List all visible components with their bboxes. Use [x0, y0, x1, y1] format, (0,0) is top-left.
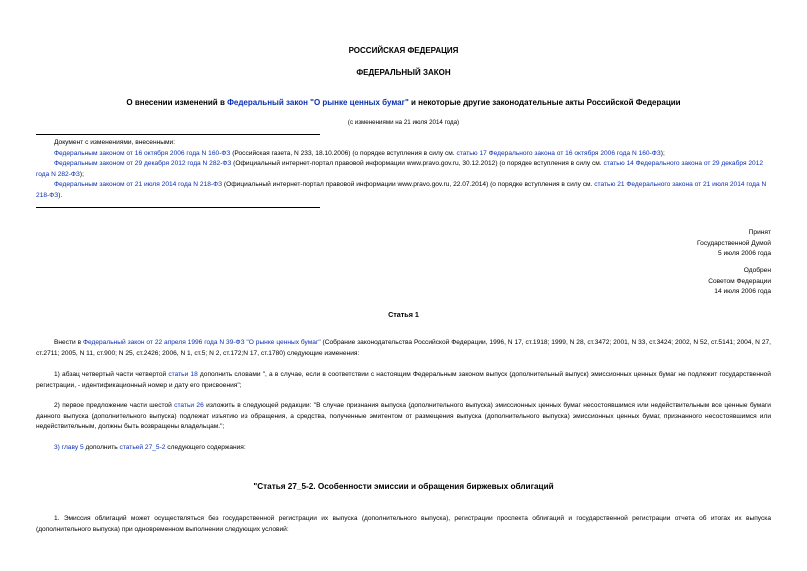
- chapter-5-link[interactable]: 3) главу 5: [54, 444, 84, 451]
- article-18-link[interactable]: статьи 18: [168, 371, 198, 378]
- change-2-end: );: [79, 170, 84, 178]
- change-item-3: [36, 180, 771, 201]
- article-1-item-1: [36, 370, 771, 391]
- article-27-5-2-link[interactable]: статьей 27_5-2: [119, 444, 166, 451]
- changes-bottom-rule: [36, 207, 320, 208]
- change-1-law-link[interactable]: Федеральным законом от 16 октября 2006 года N 160-ФЗ: [54, 149, 231, 157]
- intro-post: (Собрание законодательства Российской Федерации, 1996, N 17, ст.1918; 1999, N 28, ст.3472; 2001, N 33, ст.3424; 2002, N 52, ст.5141; 2004, N 27, ст.2711; 2005, N 11, ст.900; N 25, ст.2426; 2006, N 1, ст.5; N 2, ст.172;N 17, ст.1780) следующие изменения:: [36, 339, 771, 357]
- change-1-article-link[interactable]: статью 17 Федерального закона от 16 октября 2006 года N 160-ФЗ: [456, 149, 661, 157]
- change-item-1: [36, 149, 771, 160]
- change-3-article-link[interactable]: статью 21 Федерального закона от 21 июля 2014 года N 218-ФЗ: [36, 181, 767, 199]
- duma-line-1: Принят: [748, 229, 771, 236]
- item-1-post: дополнить словами ", а в случае, если в соответствии с настоящим Федеральным законом выпуск (дополнительный выпуск) эмиссионных ценных бумаг не подлежит государственной регистрации, - идентификационный номер и дату его присвоения";: [36, 371, 771, 389]
- law-title: [36, 98, 771, 109]
- item-1-pre: 1) абзац четвертый части четвертой: [54, 371, 169, 378]
- article-27-5-2-title: "Статья 27_5-2. Особенности эмиссии и обращения биржевых облигаций: [253, 482, 554, 491]
- changes-top-rule: [36, 134, 320, 135]
- council-line-2: Советом Федерации: [708, 277, 771, 285]
- intro-pre: Внести в: [54, 339, 83, 346]
- duma-adoption: [571, 228, 771, 260]
- article-1-heading: Статья 1: [388, 310, 419, 319]
- article-27-5-2-paragraph-1: 1. Эмиссия облигаций может осуществляться без государственной регистрации их выпуска (дополнительного выпуска), регистрации проспекта облигаций и государственной регистрации отчета об итогах их выпуска (дополнительного выпуска) при одновременном выполнении следующих условий:: [36, 515, 771, 533]
- article-1-paragraph-intro: [36, 338, 771, 359]
- law-title-link[interactable]: Федеральный закон "О рынке ценных бумаг": [227, 98, 409, 107]
- duma-line-2: Государственной Думой: [697, 239, 771, 247]
- change-2-law-link[interactable]: Федеральным законом от 29 декабря 2012 года N 282-ФЗ: [54, 160, 232, 167]
- item-3-post: следующего содержания:: [165, 444, 246, 451]
- council-approval: [571, 266, 771, 298]
- law-title-post: и некоторые другие законодательные акты Российской Федерации: [408, 98, 681, 107]
- edition-note: (с изменениями на 21 июля 2014 года): [347, 119, 460, 126]
- change-2-article-link[interactable]: статью 14 Федерального закона от 29 декабря 2012 года N 282-ФЗ: [36, 160, 764, 178]
- law-title-pre: О внесении изменений в: [126, 98, 228, 107]
- duma-line-3: 5 июля 2006 года: [717, 250, 771, 257]
- council-line-3: 14 июля 2006 года: [714, 288, 771, 295]
- change-3-end: ).: [58, 191, 63, 199]
- change-1-text: (Российская газета, N 233, 18.10.2006) (о порядке вступления в силу см.: [230, 149, 457, 157]
- change-2-text: (Официальный интернет-портал правовой информации www.pravo.gov.ru, 30.12.2012) (о порядке вступления в силу см.: [231, 160, 604, 167]
- changes-intro: Документ с изменениями, внесенными:: [54, 139, 176, 146]
- change-3-text: (Официальный интернет-портал правовой информации www.pravo.gov.ru, 22.07.2014) (о порядке вступления в силу см.: [222, 181, 595, 188]
- article-1-item-2: [36, 401, 771, 433]
- item-2-post: изложить в следующей редакции: "В случае признания выпуска (дополнительного выпуска) эмиссионных ценных бумаг несостоявшимся или недействительным все ценные бумаги данного выпуска (дополнительного выпуска) подлежат изъятию из обращения, а средства, полученные эмитентом от размещения выпуска (дополнительного выпуска) эмиссионных ценных бумаг, признанного несостоявшимся или недействительным, должны быть возвращены владельцам.";: [36, 402, 771, 430]
- changes-block: [36, 138, 771, 201]
- article-26-link[interactable]: статьи 26: [174, 402, 204, 409]
- change-3-law-link[interactable]: Федеральным законом от 21 июля 2014 года N 218-ФЗ: [54, 181, 223, 188]
- change-item-2: [36, 159, 771, 180]
- change-1-end: );: [660, 149, 665, 157]
- item-3-mid: дополнить: [83, 444, 120, 451]
- doc-type-heading: ФЕДЕРАЛЬНЫЙ ЗАКОН: [356, 68, 451, 77]
- item-2-pre: 2) первое предложение части шестой: [54, 402, 175, 409]
- country-heading: РОССИЙСКАЯ ФЕДЕРАЦИЯ: [348, 46, 459, 55]
- council-line-1: Одобрен: [743, 267, 771, 274]
- article-1-item-3: [36, 443, 771, 454]
- law-39fz-link[interactable]: Федеральный закон от 22 апреля 1996 года N 39-ФЗ "О рынке ценных бумаг": [82, 339, 321, 346]
